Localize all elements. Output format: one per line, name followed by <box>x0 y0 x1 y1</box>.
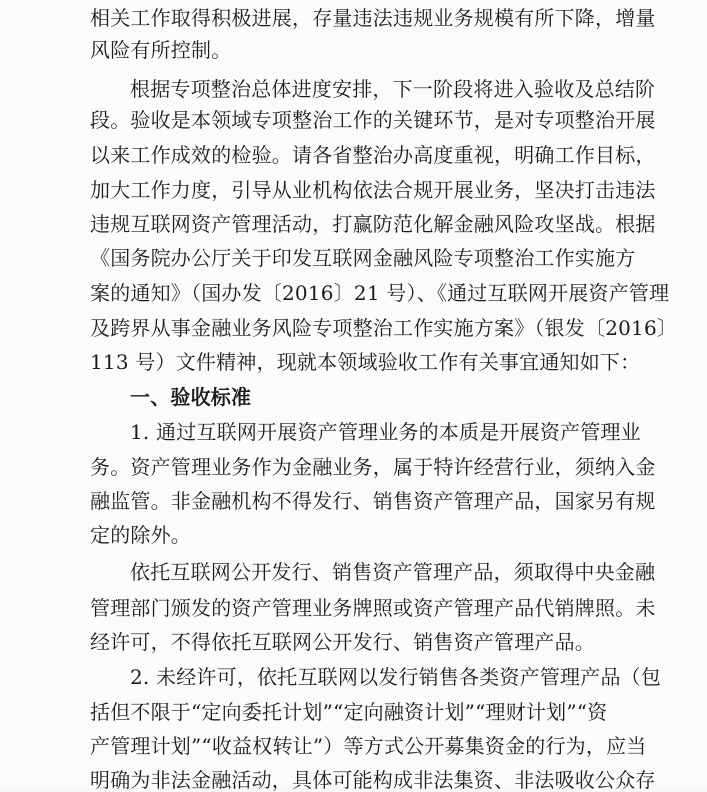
paragraph-line-2: 风险有所控制。 <box>90 38 232 62</box>
paragraph-line-6: 加大工作力度，引导从业机构依法合规开展业务，坚决打击违法 <box>90 178 656 202</box>
paragraph-line-22: 明确为非法金融活动，具体可能构成非法集资、非法吸收公众存 <box>90 768 656 792</box>
section-heading-acceptance-standards: 一、验收标准 <box>130 385 252 409</box>
paragraph-line-8: 《国务院办公厅关于印发互联网金融风险专项整治工作实施方 <box>90 246 636 270</box>
paragraph-line-20: 括但不限于“定向委托计划”“定向融资计划”“理财计划”“资 <box>90 700 608 724</box>
paragraph-line-14: 融监管。非金融机构不得发行、销售资产管理产品，国家另有规 <box>90 489 656 513</box>
paragraph-line-5: 以来工作成效的检验。请各省整治办高度重视，明确工作目标， <box>90 143 656 167</box>
paragraph-line-10: 及跨界从事金融业务风险专项整治工作实施方案》（银发〔2016〕 <box>90 316 678 340</box>
paragraph-line-19: 2. 未经许可，依托互联网以发行销售各类资产管理产品（包 <box>130 665 662 689</box>
paragraph-line-4: 段。验收是本领域专项整治工作的关键环节，是对专项整治开展 <box>90 108 656 132</box>
paragraph-line-18: 经许可，不得依托互联网公开发行、销售资产管理产品。 <box>90 630 595 654</box>
paragraph-line-12: 1. 通过互联网开展资产管理业务的本质是开展资产管理业 <box>130 420 641 444</box>
paragraph-line-7: 违规互联网资产管理活动，打赢防范化解金融风险攻坚战。根据 <box>90 212 656 236</box>
paragraph-line-16: 依托互联网公开发行、销售资产管理产品，须取得中央金融 <box>130 560 656 584</box>
paragraph-line-9: 案的通知》（国办发〔2016〕21 号）、《通过互联网开展资产管理 <box>90 281 670 305</box>
paragraph-line-21: 产管理计划”“收益权转让”）等方式公开募集资金的行为，应当 <box>90 734 647 758</box>
paragraph-line-13: 务。资产管理业务作为金融业务，属于特许经营行业，须纳入金 <box>90 455 656 479</box>
paragraph-line-1: 相关工作取得积极进展，存量违法违规业务规模有所下降，增量 <box>90 6 656 30</box>
paragraph-line-11: 113 号）文件精神，现就本领域验收工作有关事宜通知如下： <box>90 350 641 374</box>
paragraph-line-15: 定的除外。 <box>90 523 191 547</box>
paragraph-line-17: 管理部门颁发的资产管理业务牌照或资产管理产品代销牌照。未 <box>90 596 656 620</box>
paragraph-line-3: 根据专项整治总体进度安排，下一阶段将进入验收及总结阶 <box>130 77 656 101</box>
